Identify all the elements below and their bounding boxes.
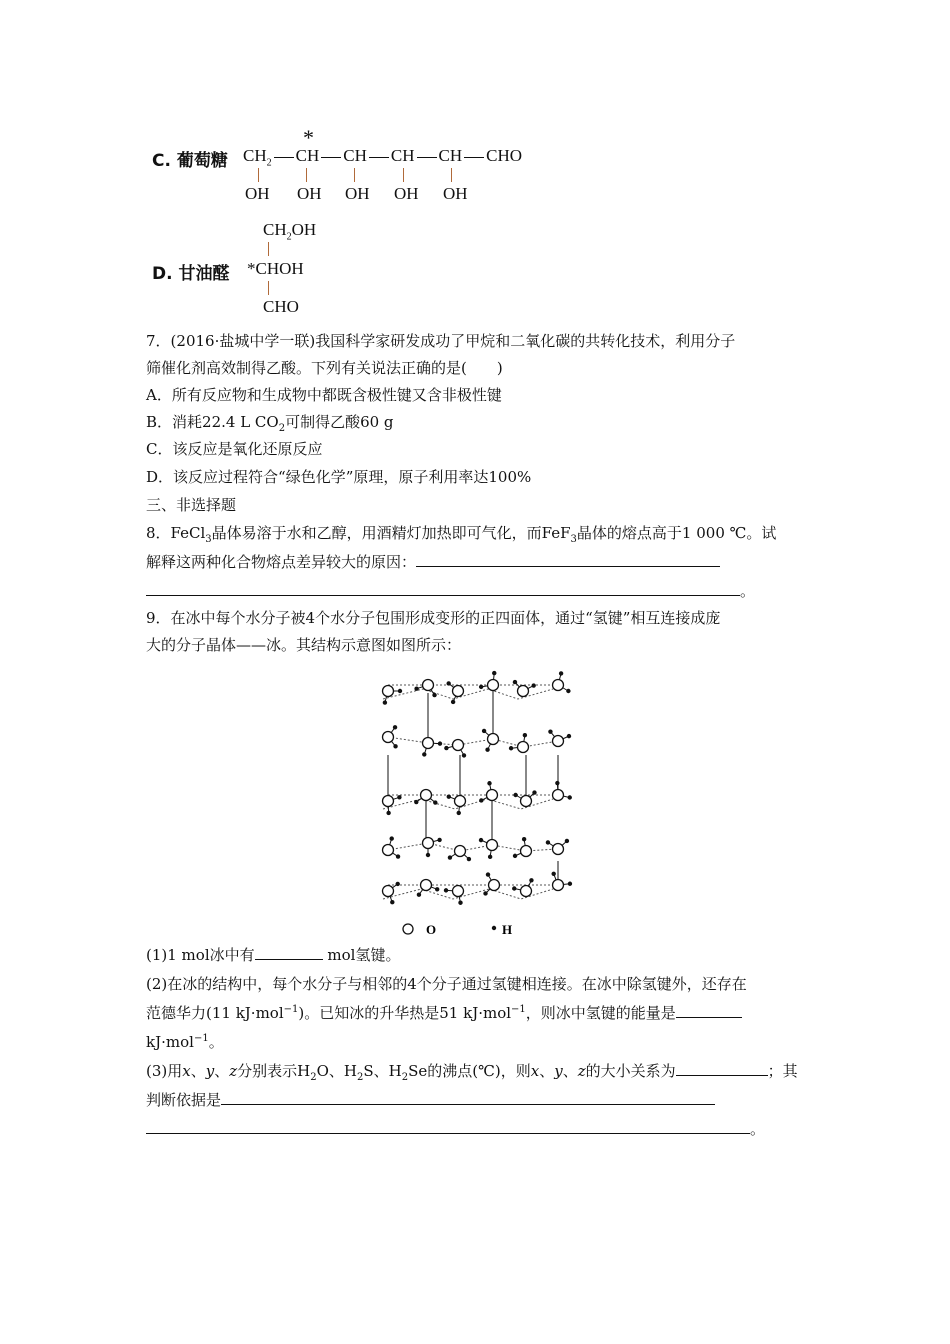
glyceraldehyde-middle: *CHOH — [247, 259, 304, 278]
oxygen-atom — [383, 845, 394, 856]
variable-z: z — [577, 1062, 586, 1080]
q9-text: (3)用 — [146, 1062, 183, 1080]
hydrogen-atom — [457, 811, 461, 815]
oxygen-atom — [455, 846, 466, 857]
hydrogen-atom — [398, 689, 402, 693]
q9-stem-line1: 9．在冰中每个水分子被4个水分子包围形成变形的正四面体，通过“氢键”相互连接成庞 — [146, 609, 721, 627]
q7-option-c: C．该反应是氧化还原反应 — [146, 440, 323, 458]
hydrogen-atom — [551, 872, 555, 876]
hydrogen-atom — [512, 886, 516, 890]
superscript: −1 — [283, 1004, 299, 1015]
hydrogen-atom — [435, 887, 439, 891]
chain-atom: CH — [295, 146, 320, 165]
answer-blank[interactable] — [676, 1060, 768, 1076]
q9-text: )。已知冰的升华热是51 kJ·mol — [298, 1004, 512, 1022]
chain-atom: CHO — [486, 146, 523, 165]
option-d-label: D. 甘油醛 — [152, 264, 230, 284]
oxygen-atom — [553, 880, 564, 891]
variable-y: y — [205, 1062, 215, 1080]
q9-text: 的大小关系为 — [585, 1062, 676, 1080]
hydrogen-atom — [483, 891, 487, 895]
hydrogen-atom — [390, 836, 394, 840]
q9-text: ，则冰中氢键的能量是 — [525, 1004, 676, 1022]
oxygen-atom — [421, 790, 432, 801]
hydrogen-atom — [386, 811, 390, 815]
ice-structure-diagram — [368, 665, 588, 940]
hydrogen-atom — [393, 744, 397, 748]
hydrogen-atom — [568, 795, 572, 799]
oxygen-atom — [487, 790, 498, 801]
answer-blank[interactable] — [146, 1118, 750, 1134]
hbond-line — [388, 737, 558, 747]
q9-part3-line1 — [146, 1060, 798, 1082]
variable-x: x — [182, 1062, 191, 1080]
chain-atom: CH — [243, 146, 267, 165]
legend-h-label: H — [502, 922, 513, 937]
hydrogen-atom — [446, 681, 450, 685]
q8-line2 — [146, 551, 720, 573]
option-b-text: B．消耗22.4 L CO — [146, 413, 279, 431]
q9-text: 范德华力(11 kJ·mol — [146, 1004, 284, 1022]
superscript: −1 — [193, 1033, 209, 1044]
hydrogen-atom — [532, 790, 536, 794]
answer-blank[interactable] — [676, 1002, 742, 1018]
hydrogen-atom — [479, 838, 483, 842]
oxygen-atom — [423, 738, 434, 749]
hydrogen-atom — [486, 872, 490, 876]
hydrogen-atom — [417, 893, 421, 897]
covalent-bonds — [385, 673, 570, 903]
hydrogen-atom — [393, 725, 397, 729]
hydroxyl-group: OH — [394, 184, 419, 203]
atom: OH — [291, 220, 317, 239]
hydrogen-atom — [396, 882, 400, 886]
q9-text: O、H — [316, 1062, 357, 1080]
q7-option-b — [146, 411, 394, 433]
answer-blank[interactable] — [221, 1089, 715, 1105]
hydroxyl-group: OH — [443, 184, 468, 203]
q8-text: 晶体易溶于水和乙醇，用酒精灯加热即可气化，而FeF — [211, 524, 571, 542]
hydrogen-atom — [422, 752, 426, 756]
chain-atom: CH — [343, 146, 367, 165]
variable-y: y — [554, 1062, 563, 1080]
option-b-text: 可制得乙酸60 g — [285, 413, 394, 431]
q7-stem-line1: 7．(2016·盐城中学一联)我国科学家研发成功了甲烷和二氧化碳的共转化技术，利用分子 — [146, 332, 736, 350]
hydrogen-atom — [482, 729, 486, 733]
q7-option-d: D．该反应过程符合“绿色化学”原理，原子利用率达100% — [146, 468, 532, 486]
hydrogen-atom — [531, 683, 535, 687]
q7-stem-line2: 筛催化剂高效制得乙酸。下列有关说法正确的是( ) — [146, 359, 503, 377]
hbond-line — [388, 843, 558, 851]
q9-part1 — [146, 944, 400, 966]
q9-part2-line1: (2)在冰的结构中，每个水分子与相邻的4个分子通过氢键相连接。在冰中除氢键外，还存在 — [146, 975, 747, 993]
hydrogen-atom — [479, 685, 483, 689]
oxygen-atom — [453, 740, 464, 751]
q9-stem-line2: 大的分子晶体——冰。其结构示意图如图所示： — [146, 636, 462, 654]
chain-subscript: 2 — [266, 157, 272, 169]
hydrogen-atom — [522, 837, 526, 841]
hydrogen-atom — [462, 753, 466, 757]
q9-part2-line3 — [146, 1031, 224, 1053]
hydrogen-atom — [432, 693, 436, 697]
hydrogen-atom — [397, 795, 401, 799]
oxygen-atom — [518, 742, 529, 753]
oxygen-atom — [453, 686, 464, 697]
hydrogen-atom — [566, 689, 570, 693]
hydrogen-atom — [426, 853, 430, 857]
oxygen-atom — [383, 796, 394, 807]
variable-z: z — [229, 1062, 238, 1080]
oxygen-atom — [553, 844, 564, 855]
glyceraldehyde-top — [263, 220, 317, 243]
oxygen-atom — [423, 680, 434, 691]
subscript: 2 — [286, 231, 292, 243]
hydrogen-atom — [546, 840, 550, 844]
glyceraldehyde-bottom: CHO — [263, 297, 299, 316]
oxygen-atom — [487, 840, 498, 851]
hydrogen-atom — [513, 680, 517, 684]
hydroxyl-group: OH — [297, 184, 322, 203]
answer-blank[interactable] — [146, 580, 740, 596]
oxygen-atom — [553, 736, 564, 747]
hydrogen-bond-lines — [383, 685, 558, 899]
hydrogen-atom — [555, 781, 559, 785]
q9-part3-line2 — [146, 1089, 715, 1111]
hydrogen-atom — [509, 746, 513, 750]
hydrogen-atom — [414, 687, 418, 691]
hydrogen-atom — [433, 800, 437, 804]
q9-part2-line2 — [146, 1002, 742, 1024]
q8-text: 解释这两种化合物熔点差异较大的原因： — [146, 553, 417, 571]
q9-text: kJ·mol — [146, 1033, 194, 1051]
atom: CH — [263, 220, 287, 239]
q9-text: 、 — [562, 1062, 578, 1080]
hydrogen-atom — [548, 729, 552, 733]
q9-text: 判断依据是 — [146, 1091, 222, 1109]
hydrogen-atom — [437, 838, 441, 842]
hydrogen-atom — [467, 857, 471, 861]
answer-blank[interactable] — [255, 944, 323, 960]
oxygen-atom — [518, 686, 529, 697]
subscript: 2 — [357, 1072, 364, 1083]
variable-x: x — [530, 1062, 540, 1080]
q8-line3 — [146, 580, 755, 602]
oxygen-atom — [488, 680, 499, 691]
hydrogen-atom — [559, 671, 563, 675]
q9-text: 、 — [539, 1062, 555, 1080]
q8-line1 — [146, 522, 776, 544]
subscript: 2 — [278, 423, 286, 434]
hydrogen-atom — [414, 800, 418, 804]
q7-option-a: A．所有反应物和生成物中都既含极性键又含非极性键 — [146, 386, 502, 404]
hydrogen-atom — [529, 878, 533, 882]
chain-atom: CH — [438, 146, 463, 165]
hydrogen-atom — [513, 793, 517, 797]
q9-text: 。 — [208, 1033, 224, 1051]
hydrogen-atom — [383, 700, 387, 704]
hydroxyl-group: OH — [245, 184, 270, 203]
hydrogen-atoms — [383, 671, 572, 905]
q9-text: 分别表示H — [237, 1062, 311, 1080]
q9-text: ；其 — [767, 1062, 798, 1080]
hydrogen-atom — [444, 888, 448, 892]
oxygen-atom — [421, 880, 432, 891]
hydrogen-atom — [438, 741, 442, 745]
q9-text: mol氢键。 — [322, 946, 401, 964]
superscript: −1 — [511, 1004, 526, 1015]
q8-text: 晶体的熔点高于1 000 ℃。试 — [576, 524, 777, 542]
hydrogen-legend-icon — [492, 926, 496, 930]
oxygen-atom — [488, 734, 499, 745]
hydrogen-atom — [567, 734, 571, 738]
q9-part3-line3 — [146, 1118, 765, 1140]
chain-atom: CH — [390, 146, 415, 165]
oxygen-atom — [383, 686, 394, 697]
hydrogen-atom — [565, 839, 569, 843]
hydrogen-atom — [513, 854, 517, 858]
hydrogen-atom — [568, 882, 572, 886]
q9-text: S、H — [363, 1062, 402, 1080]
glucose-chain — [243, 146, 523, 169]
oxygen-atom — [553, 680, 564, 691]
oxygen-atoms — [383, 680, 564, 897]
hydrogen-atom — [447, 794, 451, 798]
oxygen-legend-icon — [403, 924, 413, 934]
hydroxyl-group: OH — [345, 184, 370, 203]
hydrogen-atom — [488, 855, 492, 859]
oxygen-atom — [383, 886, 394, 897]
oxygen-atom — [453, 886, 464, 897]
hydrogen-atom — [485, 747, 489, 751]
subscript: 3 — [205, 534, 212, 545]
q9-text: Se的沸点(℃)，则 — [408, 1062, 531, 1080]
option-c-label: C. 葡萄糖 — [152, 151, 228, 171]
period: 。 — [740, 582, 756, 600]
oxygen-atom — [553, 790, 564, 801]
hydrogen-atom — [492, 671, 496, 675]
oxygen-atom — [521, 846, 532, 857]
period: 。 — [750, 1120, 766, 1138]
oxygen-atom — [383, 732, 394, 743]
subscript: 2 — [310, 1072, 317, 1083]
hydrogen-atom — [396, 854, 400, 858]
legend — [403, 922, 512, 937]
answer-blank[interactable] — [416, 551, 720, 567]
hydrogen-atom — [448, 855, 452, 859]
chiral-star: * — [303, 125, 314, 150]
oxygen-atom — [521, 796, 532, 807]
hydrogen-atom — [487, 781, 491, 785]
hydrogen-atom — [458, 901, 462, 905]
subscript: 2 — [401, 1072, 409, 1083]
hydrogen-atom — [523, 733, 527, 737]
q9-text: (1)1 mol冰中有 — [146, 946, 255, 964]
section-heading: 三、非选择题 — [146, 496, 237, 514]
oxygen-atom — [455, 796, 466, 807]
oxygen-atom — [489, 880, 500, 891]
subscript: 3 — [570, 534, 577, 545]
legend-o-label: O — [426, 922, 437, 937]
q9-text: 、 — [214, 1062, 230, 1080]
oxygen-atom — [423, 838, 434, 849]
hydrogen-atom — [451, 700, 455, 704]
hydrogen-atom — [479, 798, 483, 802]
q8-text: 8．FeCl — [146, 524, 206, 542]
q9-text: 、 — [190, 1062, 206, 1080]
oxygen-atom — [521, 886, 532, 897]
hydrogen-atom — [390, 900, 394, 904]
hydrogen-atom — [444, 746, 448, 750]
